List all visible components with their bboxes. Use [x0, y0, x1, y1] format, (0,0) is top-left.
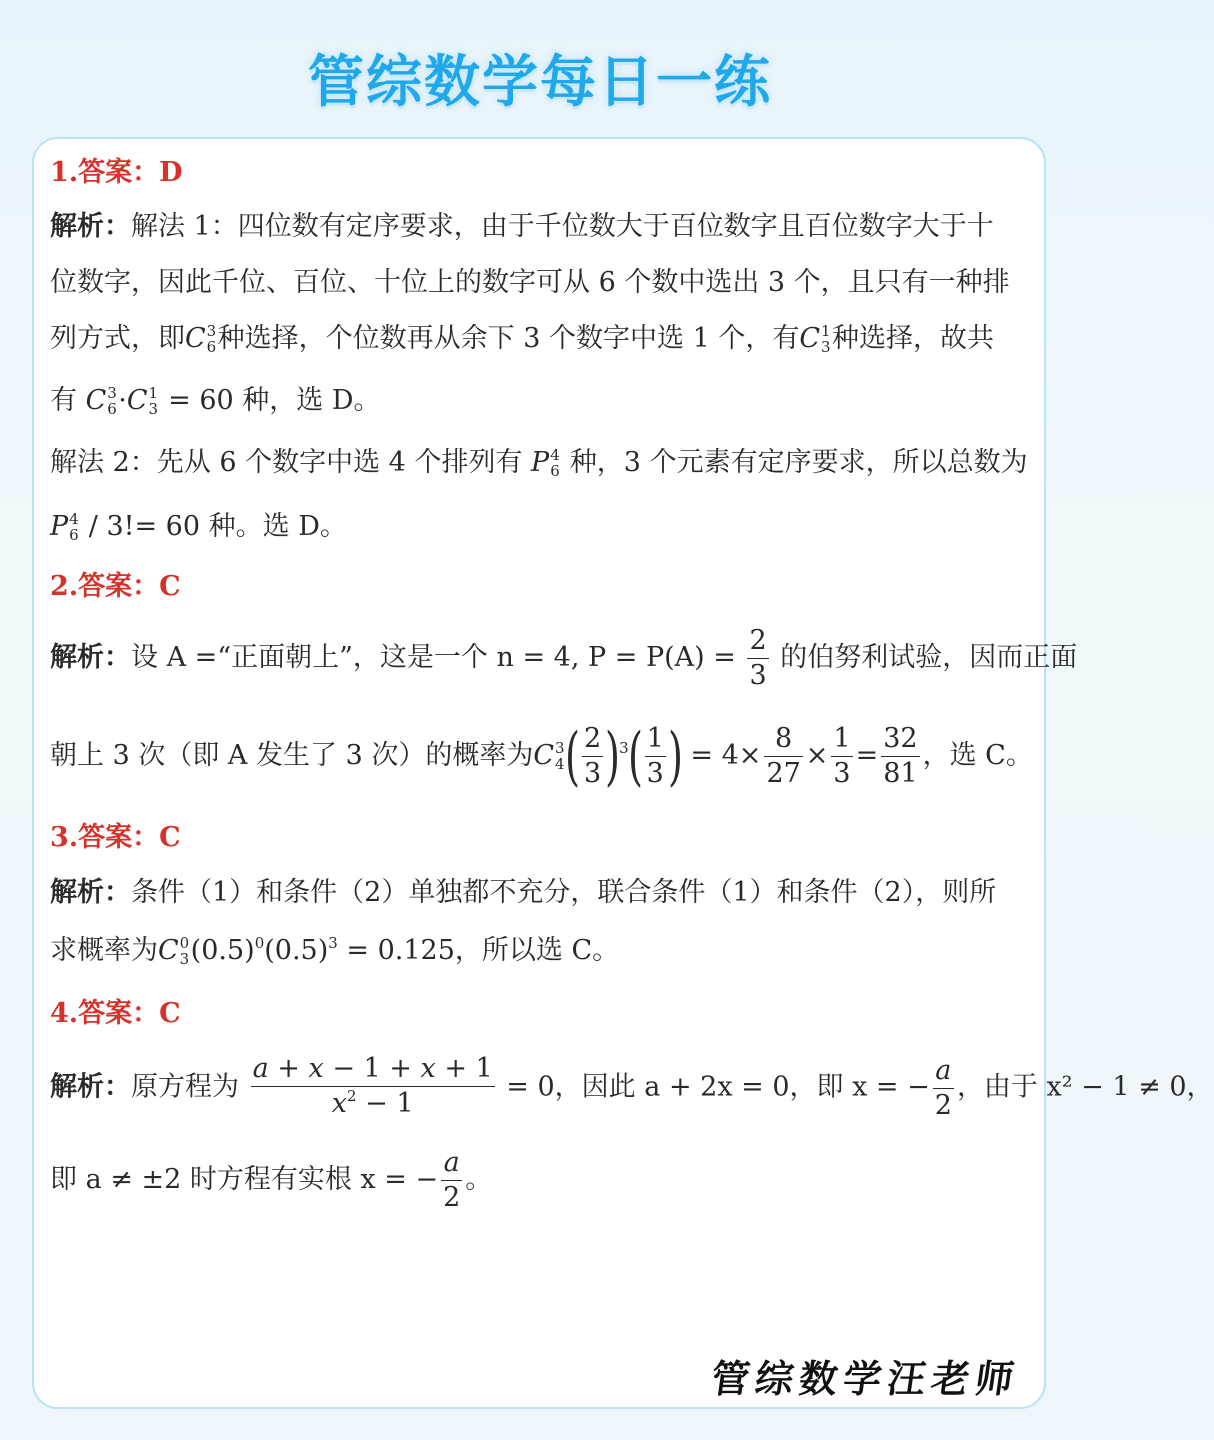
- fraction-2-3: $\frac{2}{3}$: [749, 625, 767, 691]
- page-title: 管综数学每日一练: [308, 50, 772, 115]
- q4-answer: 4.答案：C: [50, 998, 181, 1029]
- q1-line2: 位数字，因此千位、百位、十位上的数字可从 6 个数中选出 3 个，且只有一种排: [50, 267, 1010, 298]
- q1-line3: 列方式，即C 3 6 种选择，个位数再从余下 3 个数字中选 1 个，有C 1 3 种选择，故共: [50, 321, 995, 356]
- author-signature: 管综数学汪老师: [708, 1356, 1023, 1401]
- q3-answer: 3.答案：C: [50, 822, 181, 853]
- q2-line2: 朝上 3 次（即 A 发生了 3 次）的概率为C 3 4 ( $\frac{2}{3}$ )$^3$( $\frac{1}{3}$ ) = 4× $\frac{8}{27}$ × $\frac{1}{3}$ = $\frac{32}{81}$ ，选 C。: [50, 719, 1033, 794]
- q2-answer: 2.答案：C: [50, 571, 181, 602]
- q3-line1: 解析：条件（1）和条件（2）单独都不充分，联合条件（1）和条件（2），则所: [50, 877, 997, 908]
- q1-line5: 解法 2：先从 6 个数字中选 4 个排列有 P 4 6 种，3 个元素有定序要求，所以总数为: [50, 445, 1028, 480]
- q4-line2: 即 a ≠ ±2 时方程有实根 x = − $\frac{a}{2}$ 。: [50, 1147, 493, 1213]
- fraction-main-equation: $\frac{a + x - 1 + x + 1}{x^2 - 1}$: [252, 1053, 493, 1119]
- q2-line1: 解析：设 A =“正面朝上”，这是一个 n = 4, P = P(A) = $\frac{2}{3}$ 的伯努利试验，因而正面: [50, 625, 1078, 691]
- q1-answer: 1.答案：D: [50, 157, 183, 188]
- q1-line1: 解析：解法 1：四位数有定序要求，由于千位数大于百位数字且百位数字大于十: [50, 211, 994, 242]
- q4-line1: 解析：原方程为 $\frac{a + x - 1 + x + 1}{x^2 - 1}$ = 0，因此 a + 2x = 0，即 x = − $\frac{a}{2}$ ，由于 x² − 1 ≠ 0，: [50, 1052, 1214, 1124]
- q1-line6: P 4 6 / 3!= 60 种。选 D。: [50, 509, 347, 544]
- q1-line4: 有 C 3 6 ·C 1 3 = 60 种，选 D。: [50, 383, 381, 418]
- q3-line2: 求概率为C 0 3 $(0.5)^0(0.5)^3 = 0.125$，所以选 C。: [50, 933, 620, 968]
